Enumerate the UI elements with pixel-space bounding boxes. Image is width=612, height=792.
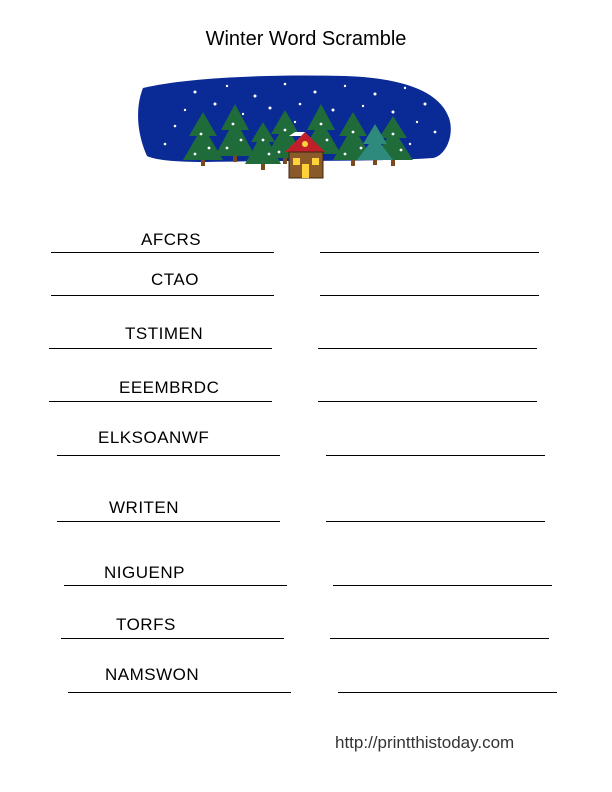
scrambled-word: NAMSWON (105, 665, 200, 684)
scrambled-word: EEEMBRDC (119, 378, 220, 397)
answer-line (330, 638, 549, 639)
winter-scene-illustration (135, 74, 453, 186)
answer-line (333, 585, 552, 586)
scrambled-word: TSTIMEN (125, 324, 204, 343)
answer-line (320, 295, 539, 296)
answer-line (318, 348, 537, 349)
scrambled-word: NIGUENP (104, 563, 185, 582)
word-underline (49, 401, 272, 402)
word-underline (57, 521, 280, 522)
word-underline (49, 348, 272, 349)
page-title: Winter Word Scramble (205, 28, 407, 50)
word-underline (61, 638, 284, 639)
word-underline (57, 455, 280, 456)
answer-line (318, 401, 537, 402)
answer-line (338, 692, 557, 693)
answer-line (320, 252, 539, 253)
scrambled-word: AFCRS (141, 230, 202, 249)
footer-url: http://printthistoday.com (335, 733, 515, 752)
answer-line (326, 455, 545, 456)
word-underline (68, 692, 291, 693)
scrambled-word: ELKSOANWF (98, 428, 210, 447)
scrambled-word: TORFS (116, 615, 176, 634)
word-underline (64, 585, 287, 586)
word-underline (51, 295, 274, 296)
scrambled-word: CTAO (151, 270, 199, 289)
word-underline (51, 252, 274, 253)
scrambled-word: WRITEN (109, 498, 180, 517)
answer-line (326, 521, 545, 522)
